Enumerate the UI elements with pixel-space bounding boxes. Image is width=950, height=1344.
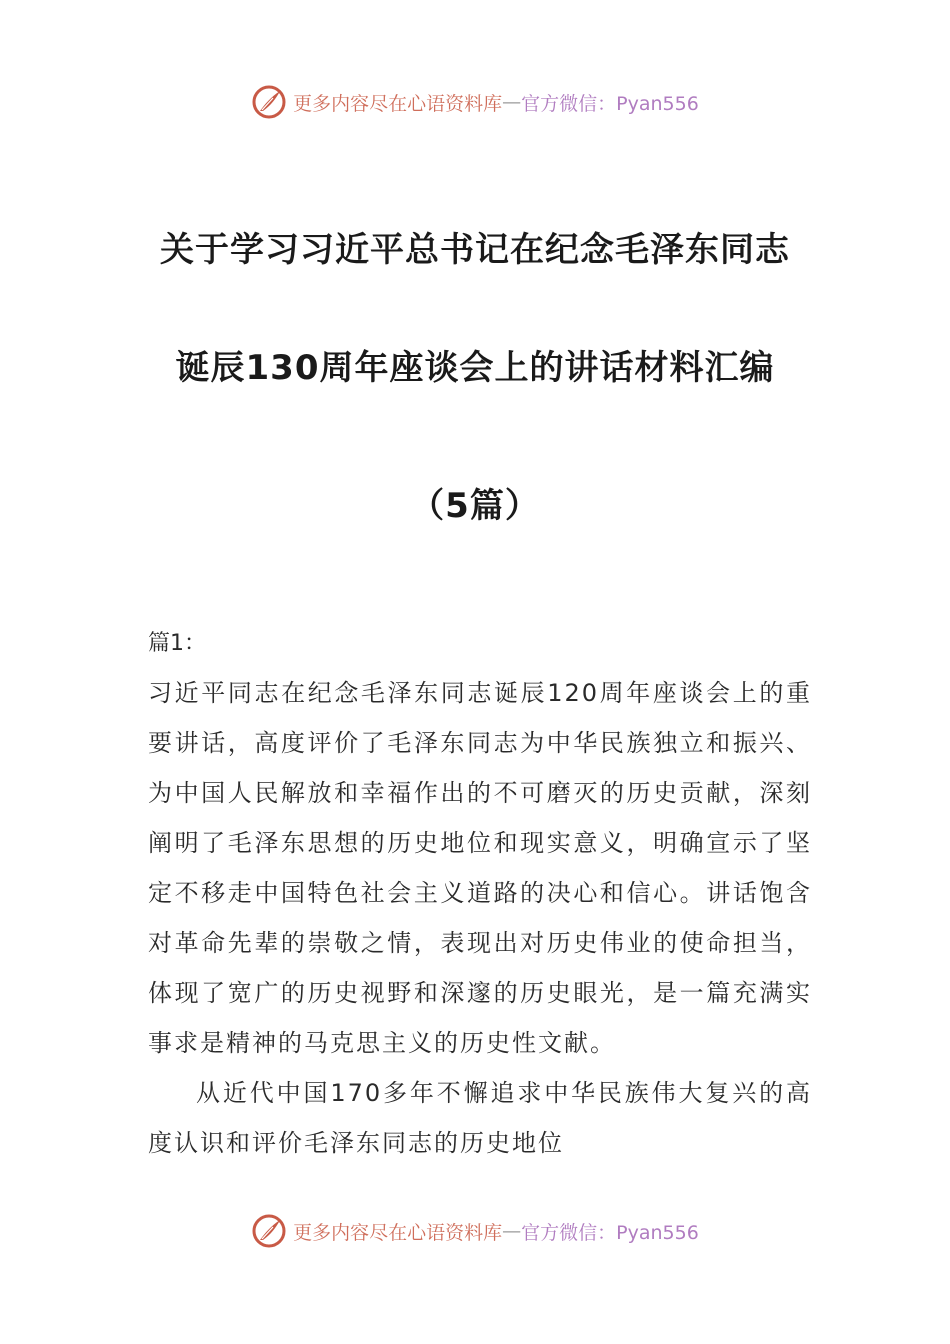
- body-paragraph-1: 习近平同志在纪念毛泽东同志诞辰120周年座谈会上的重要讲话，高度评价了毛泽东同志为中华民族独立和振兴、为中国人民解放和幸福作出的不可磨灭的历史贡献，深刻阐明了毛泽东思想的历史地位和现实意义，明确宣示了坚定不移走中国特色社会主义道路的决心和信心。讲话饱含对革命先辈的崇敬之情，表现出对历史伟业的使命担当，体现了宽广的历史视野和深邃的历史眼光，是一篇充满实事求是精神的马克思主义的历史性文献。: [148, 679, 812, 1057]
- watermark-separator: —: [502, 1220, 522, 1242]
- document-title-line-2: 诞辰130周年座谈会上的讲话材料汇编: [175, 348, 775, 388]
- watermark-main-text: 更多内容尽在心语资料库: [293, 92, 503, 115]
- section-label: 篇1：: [148, 631, 206, 656]
- quill-pen-logo-icon: [251, 84, 287, 120]
- watermark-main-text: 更多内容尽在心语资料库: [293, 1221, 503, 1244]
- footer-watermark: [0, 1211, 950, 1251]
- watermark-separator: —: [502, 91, 522, 113]
- quill-pen-logo-icon: [251, 1213, 287, 1249]
- header-watermark: [0, 82, 950, 122]
- document-title-count: （5篇）: [410, 486, 540, 526]
- watermark-account-text: 官方微信：Pyan556: [521, 1221, 699, 1244]
- document-title-line-1: 关于学习习近平总书记在纪念毛泽东同志: [160, 230, 790, 270]
- body-paragraph-2: 从近代中国170多年不懈追求中华民族伟大复兴的高度认识和评价毛泽东同志的历史地位: [148, 1079, 812, 1157]
- watermark-account-text: 官方微信：Pyan556: [521, 92, 699, 115]
